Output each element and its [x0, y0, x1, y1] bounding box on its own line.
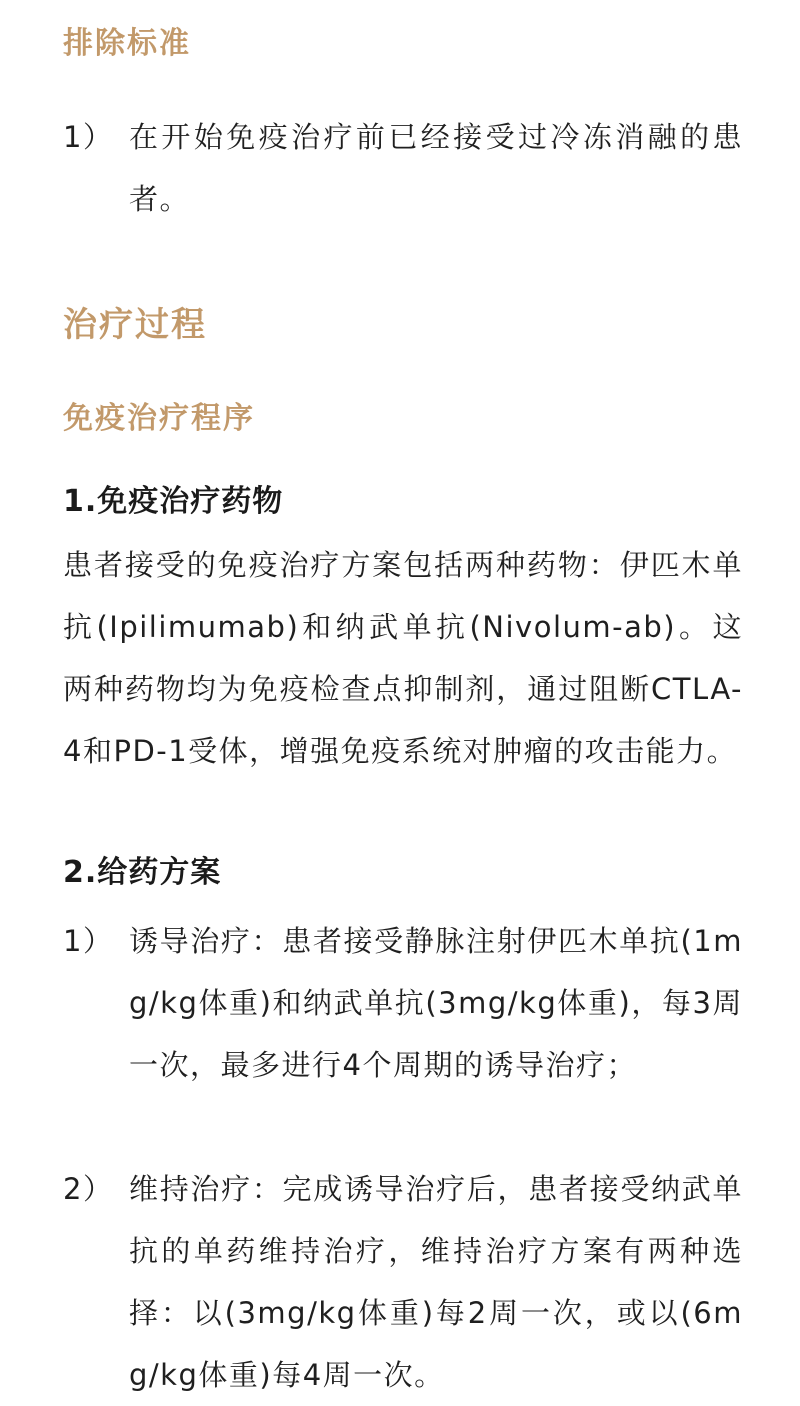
list-item-text: 维持治疗：完成诱导治疗后，患者接受纳武单抗的单药维持治疗，维持治疗方案有两种选择：以(3mg/kg体重)每2周一次，或以(6mg/kg体重)每4周一次。 — [129, 1172, 743, 1392]
immunotherapy-program-heading: 免疫治疗程序 — [63, 401, 255, 436]
list-item-text: 诱导治疗：患者接受静脉注射伊匹木单抗(1mg/kg体重)和纳武单抗(3mg/kg体重)，每3周一次，最多进行4个周期的诱导治疗； — [129, 924, 743, 1082]
list-item-text: 在开始免疫治疗前已经接受过冷冻消融的患者。 — [129, 120, 743, 216]
list-item-number: 2） — [63, 1172, 114, 1206]
exclusion-list-item — [63, 106, 743, 230]
dosing-list-item-maintenance — [63, 1158, 743, 1406]
list-item-number: 1） — [63, 924, 114, 958]
treatment-process-heading: 治疗过程 — [63, 305, 207, 345]
immunotherapy-drugs-paragraph: 患者接受的免疫治疗方案包括两种药物：伊匹木单抗(Ipilimumab)和纳武单抗(Nivolum-ab)。这两种药物均为免疫检查点抑制剂，通过阻断CTLA-4和PD-1受体，增强免疫系统对肿瘤的攻击能力。 — [63, 548, 743, 768]
exclusion-criteria-heading: 排除标准 — [63, 26, 191, 61]
dosing-list-item-induction — [63, 910, 743, 1096]
list-item-number: 1） — [63, 120, 114, 154]
immunotherapy-drugs-subheading: 1.免疫治疗药物 — [63, 484, 284, 519]
dosing-regimen-subheading: 2.给药方案 — [63, 855, 222, 890]
